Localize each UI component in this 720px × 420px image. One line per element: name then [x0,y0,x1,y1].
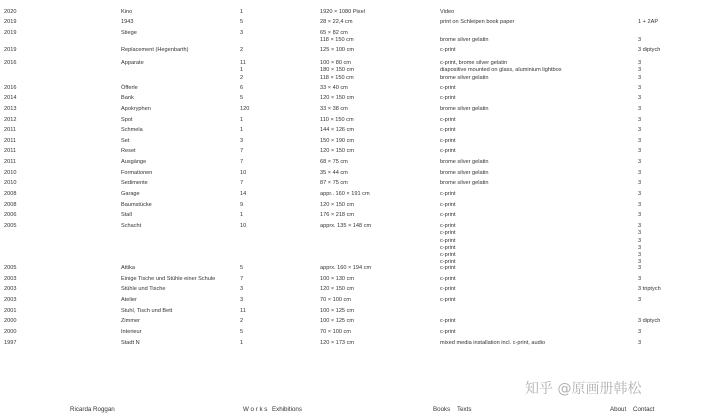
work-edition-line: 3 [638,159,642,165]
work-year: 2000 [4,318,17,324]
work-dimensions-line: 100 × 80 cm [320,60,351,66]
work-dimensions-line: 120 × 150 cm [320,202,355,208]
work-dimensions [320,297,351,304]
work-edition-line: 3 [638,223,642,229]
work-year: 2016 [4,85,17,91]
work-edition [638,95,641,102]
work-medium-line: c-print [440,223,456,229]
work-dimensions-line: 100 × 130 cm [320,276,355,282]
work-medium [440,180,489,187]
work-count-line: 3 [240,286,244,292]
work-title[interactable]: Kino [121,9,133,15]
work-year: 2014 [4,95,17,101]
work-medium-line: Video [440,9,455,15]
work-medium-line [440,30,489,37]
work-dimensions-line: 28 × 22,4 cm [320,19,353,25]
work-edition [638,60,641,82]
work-year: 2019 [4,30,17,36]
work-dimensions-line: 118 × 150 cm [320,74,354,81]
work-dimensions-line: 120 × 150 cm [320,286,355,292]
work-medium-line: c-print [440,85,456,91]
work-edition-line: 3 [638,170,642,176]
work-count [240,191,246,198]
work-edition-line: 3 [638,265,642,271]
work-count [240,329,243,336]
work-edition [638,223,641,267]
work-edition-line: 3 triptych [638,286,661,292]
work-dimensions [320,148,354,155]
work-medium-line: brome silver gelatin [440,106,489,112]
work-year: 2000 [4,329,17,335]
work-count-line: 14 [240,191,247,197]
work-medium [440,117,456,124]
work-year: 2008 [4,202,17,208]
work-edition-line: 3 [638,252,642,259]
work-edition [638,191,641,198]
work-edition-line: 3 [638,191,642,197]
work-title[interactable]: Garage [121,191,140,197]
work-year: 2003 [4,286,17,292]
work-edition [638,19,658,26]
work-medium-line: c-print [440,276,456,282]
work-title[interactable]: Set [121,138,130,144]
work-year: 1997 [4,340,17,346]
work-medium-line: c-print [440,127,456,133]
work-dimensions-line: 100 × 125 cm [320,318,355,324]
work-edition [638,47,660,54]
work-count [240,106,249,113]
work-dimensions-line: 120 × 173 cm [320,340,355,346]
work-title[interactable]: Schmela [121,127,143,133]
work-dimensions [320,340,354,347]
work-count [240,223,246,230]
work-dimensions-line: 120 × 150 cm [320,95,355,101]
work-medium [440,9,454,16]
work-medium-line: c-print [440,148,456,154]
work-edition [638,180,641,187]
work-edition-line [638,30,641,37]
work-title[interactable]: Stühle und Tische [121,286,166,292]
work-medium [440,276,456,283]
work-title[interactable]: Reset [121,148,136,154]
work-dimensions-line: 87 × 75 cm [320,180,348,186]
work-year: 2008 [4,191,17,197]
work-count-line: 7 [240,159,244,165]
work-medium [440,85,456,92]
work-year: 2001 [4,308,17,314]
work-year: 2006 [4,212,17,218]
work-dimensions-line: 144 × 126 cm [320,127,355,133]
work-medium-line: brome silver gelatin [440,37,489,44]
work-count-line: 1 [240,340,244,346]
work-dimensions-line: 35 × 44 cm [320,170,348,176]
work-medium-line: c-print [440,191,456,197]
work-year: 2013 [4,106,17,112]
work-year: 2003 [4,297,17,303]
nav-works[interactable]: W o r k s [243,406,268,413]
work-medium [440,212,456,219]
work-count [240,212,243,219]
work-count-line: 1 [240,117,244,123]
work-medium-line: c-print [440,329,456,335]
work-medium-line: c-print [440,259,456,266]
work-dimensions [320,276,354,283]
work-count [240,138,243,145]
work-dimensions-line: appr.. 160 × 191 cm [320,191,370,197]
work-count [240,30,243,37]
work-title[interactable]: Einige Tische und Stühle einer Schule [121,276,216,282]
work-count [240,180,243,187]
work-medium-line: brome silver gelatin [440,159,489,165]
nav-texts[interactable]: Texts [457,406,472,413]
work-edition-line: 3 [638,276,642,282]
work-medium [440,202,456,209]
work-dimensions [320,212,354,219]
work-edition-line: 3 [638,202,642,208]
work-medium [440,223,456,267]
work-dimensions-line: 68 × 75 cm [320,159,348,165]
work-edition-line: 3 [638,117,642,123]
work-edition-line: 1 + 2AP [638,19,659,25]
work-count-line: 11 [240,308,246,314]
work-count-line: 5 [240,19,244,25]
work-edition-line: 3 [638,212,642,218]
work-count-line: 5 [240,95,244,101]
work-edition-line: 3 [638,95,642,101]
work-year: 2011 [4,148,17,154]
work-count-line: 120 [240,106,250,112]
work-medium-line: brome silver gelatin [440,74,489,81]
work-edition [638,202,641,209]
work-medium [440,138,456,145]
work-dimensions [320,159,348,166]
work-edition [638,212,641,219]
work-medium-line: c-print [440,265,456,271]
work-edition-line: 3 [638,138,642,144]
work-edition [638,297,641,304]
work-edition-line: 3 [638,180,642,186]
work-edition-line: 3 diptych [638,47,661,53]
work-year: 2012 [4,117,17,123]
work-medium-line: c-print [440,138,456,144]
work-dimensions [320,308,354,315]
work-dimensions [320,60,354,82]
work-dimensions [320,202,354,209]
work-count [240,19,243,26]
work-count-line: 1 [240,9,244,15]
work-edition-line: 3 [638,244,642,251]
work-year: 2020 [4,9,17,15]
work-count [240,127,243,134]
work-dimensions [320,117,354,124]
work-dimensions [320,138,354,145]
work-edition-line: 3 [638,297,642,303]
work-dimensions-line: 118 × 150 cm [320,37,354,44]
work-title[interactable]: Apparate [121,60,144,66]
work-medium-line: c-print [440,212,456,218]
work-dimensions [320,95,354,102]
work-dimensions-line: apprx. 160 × 194 cm [320,265,372,271]
work-count [240,170,246,177]
work-count-line: 7 [240,148,244,154]
work-medium [440,286,456,293]
work-year: 2005 [4,223,17,229]
nav-about[interactable]: About [610,406,627,413]
work-edition [638,329,641,336]
work-count-line: 3 [240,30,244,36]
work-year: 2011 [4,159,17,165]
nav-exhibitions[interactable]: Exhibitions [272,406,302,413]
work-medium [440,106,489,113]
work-edition [638,117,641,124]
work-year: 2011 [4,127,17,133]
work-edition-line: 3 [638,127,642,133]
work-dimensions-line: 70 × 100 cm [320,297,351,303]
work-medium-line: c-print [440,47,456,53]
work-dimensions [320,265,371,272]
work-title[interactable]: Stuhl, Tisch und Bett [121,308,173,314]
work-dimensions [320,180,348,187]
work-medium-line: c-print [440,318,456,324]
work-title[interactable]: Stadt N [121,340,140,346]
work-edition [638,85,641,92]
work-edition-line: 3 [638,148,642,154]
work-title[interactable]: 1943 [121,19,134,25]
work-dimensions [320,9,365,16]
work-count-line: 2 [240,47,244,53]
work-medium-line: mixed media installation incl. c-print, audio [440,340,546,346]
work-count-line: 3 [240,138,244,144]
work-edition [638,170,641,177]
work-dimensions [320,191,370,198]
work-year: 2010 [4,170,17,176]
work-dimensions [320,85,348,92]
work-edition [638,276,641,283]
work-medium [440,19,514,26]
work-count-line: 2 [240,74,244,81]
work-dimensions-line: 180 × 150 cm [320,67,355,74]
work-dimensions-line: 100 × 125 cm [320,308,355,314]
work-count [240,95,243,102]
work-title[interactable]: Schacht [121,223,142,229]
work-year: 2019 [4,19,17,25]
work-count [240,340,243,347]
work-count-line: 1 [240,67,244,74]
work-medium [440,265,456,272]
work-dimensions [320,47,354,54]
work-count [240,202,243,209]
work-medium-line: brome silver gelatin [440,180,489,186]
work-count [240,47,243,54]
work-medium-line: print on Schleipen book paper [440,19,515,25]
work-edition-line: 3 [638,106,642,112]
work-year: 2011 [4,138,17,144]
work-edition [638,106,641,113]
work-medium-line: brome silver gelatin [440,170,489,176]
work-medium [440,191,456,198]
work-edition [638,265,641,272]
work-count [240,286,243,293]
work-title[interactable]: Stall [121,212,132,218]
work-edition [638,148,641,155]
work-edition-line: 3 [638,37,642,44]
work-dimensions-line: 120 × 150 cm [320,148,355,154]
work-medium-line: c-print [440,286,456,292]
work-title[interactable]: Formationen [121,170,153,176]
work-medium [440,127,456,134]
work-dimensions [320,329,351,336]
site-footer [0,400,720,420]
work-dimensions-line: 110 × 150 cm [320,117,354,123]
work-medium-line: c-print [440,95,456,101]
work-year: 2019 [4,47,17,53]
work-count [240,308,246,315]
work-medium [440,148,456,155]
work-dimensions [320,318,354,325]
work-medium-line: c-print [440,202,456,208]
artist-name-link[interactable]: Ricarda Roggan [70,406,115,413]
work-medium [440,170,489,177]
work-title[interactable]: Spot [121,117,133,123]
work-title[interactable]: Apokryphen [121,106,151,112]
work-title[interactable]: Öfferle [121,85,138,91]
work-edition [638,159,641,166]
work-year: 2005 [4,265,17,271]
work-title[interactable]: Attika [121,265,135,271]
work-edition [638,127,641,134]
work-edition [638,340,641,347]
work-medium [440,340,545,347]
work-medium-line: c-print [440,297,456,303]
work-count-line: 5 [240,329,244,335]
work-year: 2010 [4,180,17,186]
work-count-line: 10 [240,170,247,176]
work-medium-line: c-print [440,230,456,237]
work-medium [440,47,456,54]
work-dimensions-line: 150 × 190 cm [320,138,355,144]
work-dimensions [320,106,348,113]
work-medium [440,95,456,102]
work-count [240,85,243,92]
work-edition-line: 3 [638,67,642,74]
work-dimensions-line: 125 × 100 cm [320,47,355,53]
work-dimensions [320,223,371,230]
watermark: 知乎 @原画册韩松 [525,381,642,397]
work-title[interactable]: Stiege [121,30,137,36]
work-edition-line: 3 [638,340,642,346]
work-medium [440,297,456,304]
work-dimensions [320,127,354,134]
work-dimensions [320,170,348,177]
work-count [240,318,243,325]
work-count [240,276,243,283]
work-count-line: 1 [240,212,244,218]
work-edition-line: 3 diptych [638,318,661,324]
work-medium [440,30,489,45]
work-dimensions-line: 33 × 40 cm [320,85,348,91]
work-count [240,9,243,16]
work-count-line: 11 [240,60,246,66]
work-edition [638,318,660,325]
work-medium [440,329,456,336]
work-edition-line: 3 [638,329,642,335]
work-title[interactable]: Ausgänge [121,159,147,165]
work-edition [638,138,641,145]
work-title[interactable]: Baumstücke [121,202,152,208]
work-title[interactable]: Replacement (Hegenbarth) [121,47,189,53]
work-medium-line: diapositive mounted on glass, aluminium lightbox [440,67,562,74]
work-count-line: 1 [240,127,244,133]
work-count [240,297,243,304]
work-medium-line: c-print [440,252,456,259]
work-medium-line: c-print [440,244,456,251]
work-count-line: 9 [240,202,244,208]
work-year: 2016 [4,60,17,66]
work-dimensions-line: 70 × 100 cm [320,329,351,335]
work-edition-line: 3 [638,74,642,81]
work-dimensions [320,19,353,26]
work-dimensions [320,30,354,45]
work-count-line: 10 [240,223,247,229]
work-count-line: 5 [240,265,244,271]
work-title[interactable]: Zimmer [121,318,140,324]
work-title[interactable]: Atelier [121,297,137,303]
work-count [240,60,246,82]
work-edition-line: 3 [638,259,642,266]
work-title[interactable]: Bank [121,95,134,101]
work-edition-line: 3 [638,85,642,91]
work-medium [440,159,489,166]
work-medium-line: c-print, brome silver gelatin [440,60,508,66]
work-dimensions-line: apprx. 135 × 148 cm [320,223,372,229]
work-edition [638,30,641,45]
work-title[interactable]: Sedimente [121,180,148,186]
work-year: 2003 [4,276,17,282]
work-edition [638,286,661,293]
work-dimensions-line: 176 × 218 cm [320,212,355,218]
work-medium-line: c-print [440,117,456,123]
work-count-line: 7 [240,180,244,186]
work-edition-line: 3 [638,230,642,237]
work-dimensions-line: 65 × 82 cm [320,30,348,36]
work-edition-line: 3 [638,60,642,66]
work-medium [440,60,562,82]
nav-contact[interactable]: Contact [633,406,655,413]
work-medium [440,318,456,325]
work-count-line: 7 [240,276,244,282]
work-count [240,148,243,155]
work-dimensions-line: 33 × 38 cm [320,106,348,112]
work-title[interactable]: Interieur [121,329,142,335]
work-count-line: 2 [240,318,244,324]
work-medium-line: c-print [440,237,456,244]
work-count [240,117,243,124]
work-dimensions-line: 1920 × 1080 Pixel [320,9,365,15]
work-edition-line: 3 [638,237,642,244]
work-count-line: 3 [240,297,244,303]
work-dimensions [320,286,354,293]
work-count [240,159,243,166]
nav-books[interactable]: Books [433,406,451,413]
work-count [240,265,243,272]
work-count-line: 6 [240,85,244,91]
